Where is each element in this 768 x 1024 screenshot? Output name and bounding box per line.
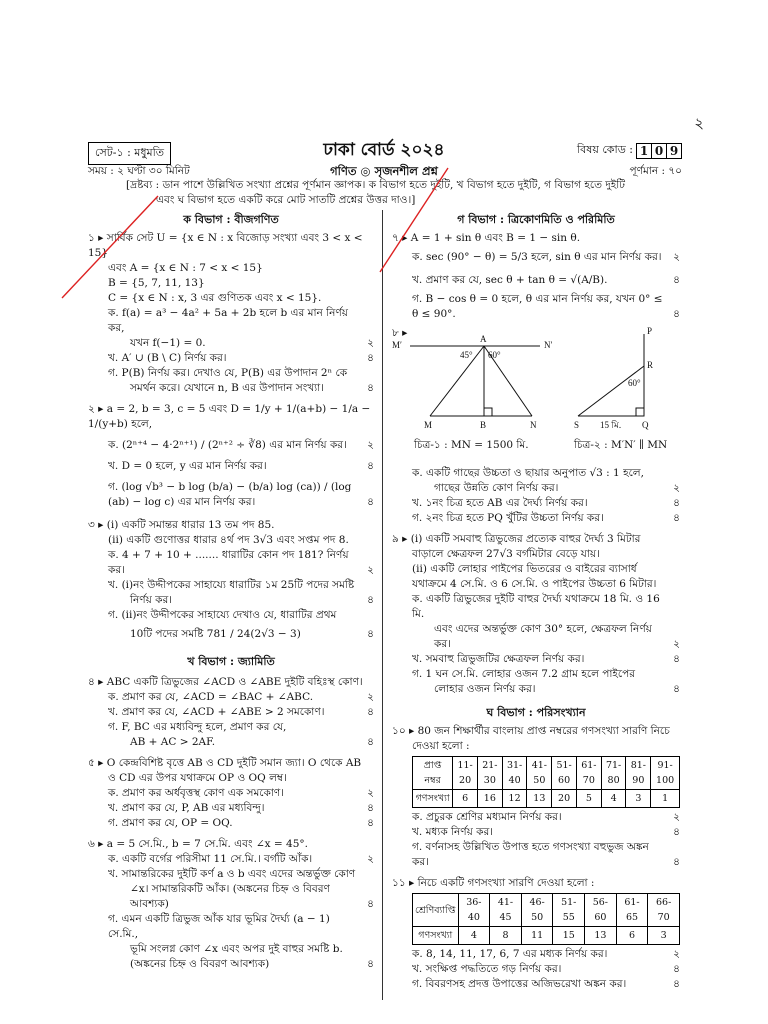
q3-stem-ii: (ii) একটি গুণোত্তর ধারার ৪র্থ পদ 3√3 এবং সপ্তম পদ 8. (108, 534, 349, 546)
mark: ২ (673, 948, 680, 960)
label-15m: 15 মি. (600, 420, 622, 430)
page-number: ২ (694, 114, 704, 132)
q9-stem-ii-cont: যথাক্রমে 4 সে.মি. ও 6 সে.মি. ও পাইপের উচ্চতা 6 মিটার। (412, 578, 657, 590)
q3-c2-text: 10টি পদের সমষ্টি 781 / 24(2√3 − 3) (130, 628, 301, 640)
q1-stem: ১ ▸ সার্বিক সেট U = {x ∈ N : x বিজোড় সংখ্যা এবং 3 < x < 15} (88, 232, 363, 259)
mark: ৪ (367, 802, 374, 814)
table-cell: 51-55 (553, 894, 585, 927)
label-n: N (530, 420, 537, 430)
instruction-line-1: [দ্রষ্টব্য : ডান পাশে উল্লিখিত সংখ্যা প্রশ্নের পূর্ণমান জ্ঞাপক। ক বিভাগ হতে দুইটি, খ বিভাগ হতে দুইটি, গ বিভাগ হতে দুইটি (126, 179, 625, 191)
q4-stem: ৪ ▸ ABC একটি ত্রিভুজের ∠ACD ও ∠ABE দুইটি বহিঃস্থ কোণ। (88, 676, 363, 688)
table-cell: 1 (651, 790, 680, 808)
section-ka-heading: ক বিভাগ : বীজগণিত (183, 213, 279, 226)
table-cell: 36-40 (458, 894, 490, 927)
mark: ৪ (367, 628, 374, 640)
q5-stem-cont: ও CD এর উপর যথাক্রমে OP ও OQ লম্ব। (108, 772, 287, 784)
table-cell: 15 (553, 927, 585, 945)
q11-stem: ১১ ▸ নিচে একটি গণসংখ্যা সারণি দেওয়া হলো : (392, 877, 595, 889)
table-cell: 51-60 (552, 757, 577, 790)
table-cell: 6 (453, 790, 478, 808)
pen-stroke-middle (380, 168, 448, 272)
mark: ৪ (367, 352, 374, 364)
mark: ৪ (673, 826, 680, 838)
q1-a-text: ক. f(a) = a³ − 4a² + 5a + 2b হলে b এর মান নির্ণয় কর, (108, 307, 348, 334)
label-b: B (480, 420, 487, 430)
table-cell: 13 (527, 790, 552, 808)
table-cell: 20 (552, 790, 577, 808)
table-cell: প্রাপ্ত নম্বর (413, 757, 453, 790)
mark: ৪ (367, 382, 374, 394)
table-cell: 61-65 (616, 894, 648, 927)
q4-c2-text: AB + AC > 2AF. (130, 736, 216, 748)
q2-stem: ২ ▸ a = 2, b = 3, c = 5 এবং D = 1/y + 1/(a+b) − 1/a − 1/(y+b) হলে, (88, 403, 371, 430)
subject-title: গণিত ◎ সৃজনশীল প্রশ্ন (330, 164, 438, 178)
mark: ৪ (673, 856, 680, 868)
q1-a2-text: যখন f(−1) = 0. (130, 337, 206, 349)
label-a: A (480, 334, 487, 344)
q10-stem: ১০ ▸ 80 জন শিক্ষার্থীর বাংলায় প্রাপ্ত নম্বরের গণসংখ্যা সারণি নিচে (392, 725, 670, 737)
subject-code-label: বিষয় কোড : (577, 143, 633, 156)
mark: ২ (673, 811, 680, 823)
mark: ৪ (367, 958, 374, 970)
q1-set-c: C = {x ∈ N : x, 3 এর গুণিতক এবং x < 15}. (108, 292, 322, 304)
mark: ৪ (367, 460, 374, 472)
label-p: P (647, 326, 653, 336)
label-n-prime: N′ (544, 340, 553, 350)
table-cell: 3 (648, 927, 680, 945)
q8-label: ৮ ▸ (392, 327, 408, 339)
mark: ৪ (673, 308, 680, 320)
q11-b-text: খ. সংক্ষিপ্ত পদ্ধতিতে গড় নির্ণয় কর। (412, 963, 562, 975)
code-digit: 9 (666, 144, 681, 158)
label-m-prime: M′ (392, 340, 402, 350)
label-angle-60: 60° (488, 350, 501, 360)
q9-stem-i: ৯ ▸ (i) একটি সমবাহু ত্রিভুজের প্রত্যেক বাহুর দৈর্ঘ্য 3 মিটার (392, 533, 641, 545)
q9-b-text: খ. সমবাহু ত্রিভুজটির ক্ষেত্রফল নির্ণয় কর। (412, 653, 585, 665)
q4-b-text: খ. প্রমাণ কর যে, ∠ACD + ∠ABE > 2 সমকোণ। (108, 706, 325, 718)
q5-c-text: গ. প্রমাণ কর যে, OP = OQ. (108, 817, 233, 829)
q1-set-b: B = {5, 7, 11, 13} (108, 277, 205, 289)
mark: ২ (367, 564, 374, 576)
q9-c-text: গ. 1 ঘন সে.মি. লোহার ওজন 7.2 গ্রাম হলে পাইপের (412, 668, 636, 680)
mark: ২ (367, 337, 374, 349)
mark: ২ (367, 439, 374, 451)
q1-b-text: খ. A′ ∪ (B \ C) নির্ণয় কর। (108, 352, 227, 364)
table-cell: 4 (458, 927, 490, 945)
q4-c-text: গ. F, BC এর মধ্যবিন্দু হলে, প্রমাণ কর যে, (108, 721, 287, 733)
q6-a-text: ক. একটি বর্গের পরিসীমা 11 সে.মি.। বর্গটি আঁক। (108, 853, 313, 865)
table-cell: 41-50 (527, 757, 552, 790)
q5-stem: ৫ ▸ O কেন্দ্রবিশিষ্ট বৃত্তে AB ও CD দুইটি সমান জ্যা। O থেকে AB (88, 757, 362, 769)
mark: ২ (673, 482, 680, 494)
q8-a-text: ক. একটি গাছের উচ্চতা ও ছায়ার অনুপাত √3 : 1 হলে, (412, 467, 644, 479)
q1-c-text: গ. P(B) নির্ণয় কর। দেখাও যে, P(B) এর উপাদান 2ⁿ কে (108, 367, 348, 379)
q2-c-text: গ. (log √b³ − b log (b/a) − (b/a) log (ca)) / (log (ab) − log c) এর মান নির্ণয় কর। (108, 481, 352, 508)
q7-a-text: ক. sec (90° − θ) = 5/3 হলে, sin θ এর মান নির্ণয় কর। (412, 251, 662, 263)
label-s: S (574, 420, 580, 430)
table-cell: 11 (521, 927, 553, 945)
mark: ৪ (367, 736, 374, 748)
q7-b-text: খ. প্রমাণ কর যে, sec θ + tan θ = √(A/B). (412, 274, 608, 286)
set-label: সেট-১ : মধুমতি (88, 142, 171, 165)
q3-stem-i: ৩ ▸ (i) একটি সমান্তর ধারার 13 তম পদ 85. (88, 519, 275, 531)
q3-b-text: খ. (i)নং উদ্দীপকের সাহায্যে ধারাটির ১ম 25টি পদের সমষ্টি (108, 579, 355, 591)
table-cell: 71-80 (601, 757, 626, 790)
instruction-line-2: এবং ঘ বিভাগ হতে একটি করে মোট সাতটি প্রশ্নের উত্তর দাও।] (156, 194, 416, 206)
section-kha-heading: খ বিভাগ : জ্যামিতি (187, 655, 275, 668)
label-angle-60b: 60° (628, 378, 641, 388)
q1-c2-text: সমর্থন করে। যেখানে n, B এর উপাদান সংখ্যা। (130, 382, 324, 394)
table-cell: 8 (490, 927, 522, 945)
mark: ২ (673, 638, 680, 650)
q8-b-text: খ. ১নং চিত্র হতে AB এর দৈর্ঘ্য নির্ণয় কর। (412, 497, 588, 509)
label-r: R (647, 360, 654, 370)
full-marks: পূর্ণমান : ৭০ (629, 165, 682, 177)
table-cell: 3 (626, 790, 651, 808)
q4-a-text: ক. প্রমাণ কর যে, ∠ACD = ∠BAC + ∠ABC. (108, 691, 314, 703)
table-cell: 61-70 (576, 757, 601, 790)
q5-b-text: খ. প্রমাণ কর যে, P, AB এর মধ্যবিন্দু। (108, 802, 265, 814)
table-cell: 66-70 (648, 894, 680, 927)
mark: ২ (367, 853, 374, 865)
mark: ৪ (673, 497, 680, 509)
table-cell: 11-20 (453, 757, 478, 790)
q7-c-text: গ. B − cos θ = 0 হলে, θ এর মান নির্ণয় কর, যখন 0° ≤ θ ≤ 90°. (412, 293, 663, 320)
mark: ৪ (673, 653, 680, 665)
table-cell: 13 (585, 927, 617, 945)
mark: ৪ (367, 898, 374, 910)
q9-a-text: ক. একটি ত্রিভুজের দুইটি বাহুর দৈর্ঘ্য যথাক্রমে 18 মি. ও 16 মি. (412, 593, 660, 620)
q5-a-text: ক. প্রমাণ কর অর্ধবৃত্তস্থ কোণ এক সমকোণ। (108, 787, 284, 799)
q6-c-text: গ. এমন একটি ত্রিভুজ আঁক যার ভূমির দৈর্ঘ্য (a − 1) সে.মি., (108, 913, 330, 940)
q7-stem: ৭ ▸ A = 1 + sin θ এবং B = 1 − sin θ. (392, 232, 581, 244)
table-cell: 12 (502, 790, 527, 808)
q11-c-text: গ. বিবরণসহ প্রদত্ত উপাত্তের অজিভরেখা অঙ্কন কর। (412, 978, 627, 990)
label-m: M (424, 420, 433, 430)
table-cell: 56-60 (585, 894, 617, 927)
q6-b2-text: ∠x। সামান্তরিকটি আঁক। (অঙ্কনের চিহ্ন ও বিবরণ আবশ্যক) (130, 883, 330, 910)
q9-stem-i-cont: বাড়ালে ক্ষেত্রফল 27√3 বর্গমিটার বেড়ে যায়। (412, 548, 600, 560)
q6-b-text: খ. সামান্তরিকের দুইটি কর্ণ a ও b এবং এদের অন্তর্ভুক্ত কোণ (108, 868, 356, 880)
mark: ২ (673, 251, 680, 263)
q9-c2-text: লোহার ওজন নির্ণয় কর। (434, 683, 536, 695)
pen-stroke-left (62, 196, 158, 298)
q8-a2-text: গাছের উন্নতি কোণ নির্ণয় কর। (434, 482, 559, 494)
mark: ৪ (673, 683, 680, 695)
table-cell: শ্রেণিব্যাপ্তি (413, 894, 459, 927)
q6-c2-text: ভূমি সংলগ্ন কোণ ∠x এবং অপর দুই বাহুর সমষ্টি b. (130, 943, 343, 955)
q6-stem: ৬ ▸ a = 5 সে.মি., b = 7 সে.মি. এবং ∠x = 45°. (88, 838, 308, 850)
mark: ৪ (673, 963, 680, 975)
q2-a-text: ক. (2ⁿ⁺⁴ − 4·2ⁿ⁺¹) / (2ⁿ⁺² ÷ ∛8) এর মান নির্ণয় কর। (108, 439, 347, 451)
mark: ৪ (367, 706, 374, 718)
table-cell: 41-45 (490, 894, 522, 927)
mark: ৪ (673, 978, 680, 990)
label-angle-45: 45° (460, 350, 473, 360)
table-cell: 16 (477, 790, 502, 808)
q10-a-text: ক. প্রচুরক শ্রেণির মধ্যমান নির্ণয় কর। (412, 811, 562, 823)
q3-b2-text: নির্ণয় কর। (130, 594, 173, 606)
table-cell: গণসংখ্যা (413, 927, 459, 945)
q11-a-text: ক. 8, 14, 11, 17, 6, 7 এর মধ্যক নির্ণয় কর। (412, 948, 608, 960)
table-cell: 81-90 (626, 757, 651, 790)
mark: ৪ (673, 512, 680, 524)
mark: ৪ (673, 274, 680, 286)
q10-c-text: গ. বর্ণনাসহ উল্লিখিত উপাত্ত হতে গণসংখ্যা বহুভুজ অঙ্কন কর। (412, 841, 649, 868)
section-ga-heading: গ বিভাগ : ত্রিকোণমিতি ও পরিমিতি (457, 213, 615, 226)
mark: ২ (367, 691, 374, 703)
table-cell: 91-100 (651, 757, 680, 790)
q8-c-text: গ. ২নং চিত্র হতে PQ খুঁটির উচ্চতা নির্ণয় কর। (412, 512, 604, 524)
q9-stem-ii: (ii) একটি লোহার পাইপের ভিতরের ও বাইরের ব্যাসার্ধ (412, 563, 637, 575)
figure-2-caption: চিত্র-২ : M′N′ ∥ MN (574, 439, 668, 451)
table-cell: 4 (601, 790, 626, 808)
table-cell: 5 (576, 790, 601, 808)
q2-b-text: খ. D = 0 হলে, y এর মান নির্ণয় কর। (108, 460, 267, 472)
time-label: সময় : ২ ঘণ্টা ৩০ মিনিট (88, 165, 190, 177)
table-cell: 31-40 (502, 757, 527, 790)
mark: ৪ (367, 817, 374, 829)
section-gha-heading: ঘ বিভাগ : পরিসংখ্যান (486, 706, 586, 719)
mark: ২ (367, 787, 374, 799)
table-cell: 46-50 (521, 894, 553, 927)
table-cell: 21-30 (477, 757, 502, 790)
q10-b-text: খ. মধ্যক নির্ণয় কর। (412, 826, 494, 838)
code-digit: 1 (639, 143, 649, 158)
board-title: ঢাকা বোর্ড ২০২৪ (323, 140, 445, 160)
q1-set-a: এবং A = {x ∈ N : 7 < x < 15} (108, 262, 263, 274)
label-q: Q (642, 420, 649, 430)
q9-a2-text: এবং এদের অন্তর্ভুক্ত কোণ 30° হলে, ক্ষেত্রফল নির্ণয় কর। (434, 623, 652, 650)
code-digit: 0 (651, 144, 666, 158)
figure-1-caption: চিত্র-১ : MN = 1500 মি. (414, 439, 529, 451)
q6-c3-text: (অঙ্কনের চিহ্ন ও বিবরণ আবশ্যক) (130, 958, 270, 970)
table-cell: গণসংখ্যা (413, 790, 453, 808)
table-cell: 6 (616, 927, 648, 945)
mark: ৪ (367, 496, 374, 508)
mark: ৪ (367, 594, 374, 606)
q3-c-text: গ. (ii)নং উদ্দীপকের সাহায্যে দেখাও যে, ধারাটির প্রথম (108, 609, 337, 621)
q3-a-text: ক. 4 + 7 + 10 + ....... ধারাটির কোন পদ 181? নির্ণয় কর। (108, 549, 349, 576)
q10-stem-cont: দেওয়া হলো : (412, 740, 470, 752)
